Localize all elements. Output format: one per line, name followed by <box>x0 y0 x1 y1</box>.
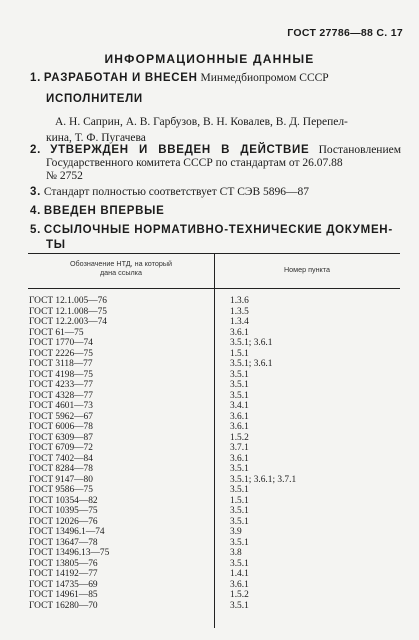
cell-document: ГОСТ 6006—78 <box>29 422 93 432</box>
cell-item-number: 3.6.1 <box>230 411 249 422</box>
cell-document: ГОСТ 4198—75 <box>29 369 93 380</box>
table-row <box>28 454 400 465</box>
cell-item-number: 3.5.1 <box>230 558 249 569</box>
cell-item-number: 1.3.4 <box>230 317 249 327</box>
cell-document: ГОСТ 6709—72 <box>29 443 93 453</box>
table-row <box>28 307 400 318</box>
item-2-line-2: Государственного комитета СССР по стандартам от 26.07.88 <box>46 157 343 169</box>
table-row <box>28 601 400 612</box>
executors-heading: ИСПОЛНИТЕЛИ <box>46 93 143 105</box>
cell-item-number: 1.3.5 <box>230 306 249 317</box>
cell-document: ГОСТ 5962—67 <box>29 411 93 422</box>
table-row <box>28 475 400 486</box>
cell-document: ГОСТ 3118—77 <box>29 359 93 369</box>
cell-document: ГОСТ 12026—76 <box>29 516 98 527</box>
item-5 <box>30 223 401 237</box>
table-row <box>28 412 400 423</box>
cell-document: ГОСТ 6309—87 <box>29 432 93 443</box>
item-5-text: ССЫЛОЧНЫЕ НОРМАТИВНО-ТЕХНИЧЕСКИЕ ДОКУМЕН- <box>43 224 393 236</box>
table-row <box>28 433 400 444</box>
table-row <box>28 359 400 370</box>
cell-item-number: 3.5.1 <box>230 537 249 548</box>
item-5-text-cont: ТЫ <box>46 239 66 251</box>
table-row <box>28 391 400 402</box>
cell-document: ГОСТ 12.1.008—75 <box>29 306 107 317</box>
cell-document: ГОСТ 14192—77 <box>29 569 98 579</box>
table-row <box>28 422 400 433</box>
section-title: ИНФОРМАЦИОННЫЕ ДАННЫЕ <box>104 52 315 66</box>
table-row <box>28 328 400 339</box>
item-4-text: ВВЕДЕН ВПЕРВЫЕ <box>43 205 165 217</box>
cell-item-number: 3.5.1 <box>230 516 249 527</box>
cell-item-number: 1.5.2 <box>230 432 249 443</box>
table-row <box>28 559 400 570</box>
cell-document: ГОСТ 4601—73 <box>29 401 93 411</box>
cell-document: ГОСТ 4233—77 <box>29 380 93 390</box>
cell-item-number: 3.5.1 <box>230 485 249 495</box>
item-4 <box>30 204 401 218</box>
cell-document: ГОСТ 12.2.003—74 <box>29 317 107 327</box>
cell-document: ГОСТ 13496.13—75 <box>29 548 110 558</box>
table-row <box>28 538 400 549</box>
reference-table <box>28 253 400 628</box>
cell-item-number: 3.5.1 <box>230 369 249 380</box>
cell-item-number: 3.6.1 <box>230 422 249 432</box>
cell-item-number: 1.5.1 <box>230 495 249 506</box>
table-row <box>28 370 400 381</box>
cell-document: ГОСТ 10395—75 <box>29 506 98 516</box>
item-1-lead: РАЗРАБОТАН И ВНЕСЕН <box>43 72 198 84</box>
cell-item-number: 3.5.1 <box>230 380 249 390</box>
cell-document: ГОСТ 1770—74 <box>29 338 93 348</box>
cell-document: ГОСТ 13496.1—74 <box>29 527 105 537</box>
cell-item-number: 3.6.1 <box>230 327 249 338</box>
table-row <box>28 296 400 307</box>
cell-document: ГОСТ 13805—76 <box>29 558 98 569</box>
column-header-item-number: Номер пункта <box>283 265 330 274</box>
cell-document: ГОСТ 61—75 <box>29 327 84 338</box>
table-row <box>28 349 400 360</box>
item-1-number: 1. <box>30 72 41 84</box>
table-row <box>28 496 400 507</box>
cell-document: ГОСТ 9586—75 <box>29 485 93 495</box>
item-1 <box>30 71 401 85</box>
item-2-rest: Постановлением <box>309 144 401 156</box>
item-4-number: 4. <box>30 205 41 217</box>
cell-item-number: 3.6.1 <box>230 453 249 464</box>
cell-item-number: 3.4.1 <box>230 401 249 411</box>
cell-item-number: 3.5.1; 3.6.1 <box>230 338 273 348</box>
table-row <box>28 506 400 517</box>
cell-document: ГОСТ 7402—84 <box>29 453 93 464</box>
item-3-text: Стандарт полностью соответствует СТ СЭВ 5896—87 <box>43 186 310 198</box>
cell-document: ГОСТ 12.1.005—76 <box>29 296 107 306</box>
cell-item-number: 3.6.1 <box>230 579 249 590</box>
table-row <box>28 380 400 391</box>
cell-document: ГОСТ 8284—78 <box>29 464 93 474</box>
item-2-number: 2. <box>30 144 41 156</box>
cell-document: ГОСТ 2226—75 <box>29 348 93 359</box>
cell-document: ГОСТ 10354—82 <box>29 495 98 506</box>
cell-item-number: 3.9 <box>230 527 242 537</box>
item-1-rest: Минмедбиопромом СССР <box>197 72 329 84</box>
cell-item-number: 3.5.1 <box>230 464 249 474</box>
item-2-line-1 <box>30 143 401 157</box>
cell-item-number: 1.5.2 <box>230 590 249 600</box>
cell-document: ГОСТ 4328—77 <box>29 390 93 401</box>
column-header-document <box>28 259 214 277</box>
authors-line-2: кина, Т. Ф. Пугачева <box>46 132 146 144</box>
cell-document: ГОСТ 14961—85 <box>29 590 98 600</box>
table-row <box>28 485 400 496</box>
cell-item-number: 1.4.1 <box>230 569 249 579</box>
cell-item-number: 1.3.6 <box>230 296 249 306</box>
table-row <box>28 527 400 538</box>
cell-item-number: 3.7.1 <box>230 443 249 453</box>
item-3-number: 3. <box>30 186 41 198</box>
table-row <box>28 569 400 580</box>
cell-item-number: 3.5.1 <box>230 600 249 611</box>
cell-item-number: 3.5.1 <box>230 506 249 516</box>
cell-item-number: 3.8 <box>230 548 242 558</box>
table-row <box>28 580 400 591</box>
table-row <box>28 590 400 601</box>
cell-item-number: 3.5.1; 3.6.1 <box>230 359 273 369</box>
column-header-document-line-2: дана ссылка <box>99 268 142 277</box>
cell-document: ГОСТ 9147—80 <box>29 474 93 485</box>
cell-document: ГОСТ 13647—78 <box>29 537 98 548</box>
table-row <box>28 517 400 528</box>
table-row <box>28 443 400 454</box>
table-row <box>28 464 400 475</box>
item-3 <box>30 185 401 199</box>
item-2-lead: УТВЕРЖДЕН И ВВЕДЕН В ДЕЙСТВИЕ <box>50 144 310 156</box>
table-body <box>28 296 400 611</box>
item-5-number: 5. <box>30 224 41 236</box>
table-row <box>28 338 400 349</box>
cell-item-number: 1.5.1 <box>230 348 249 359</box>
table-row <box>28 548 400 559</box>
column-header-document-line-1: Обозначение НТД, на который <box>69 259 173 268</box>
page-header: ГОСТ 27786—88 С. 17 <box>287 27 403 39</box>
cell-document: ГОСТ 16280—70 <box>29 600 98 611</box>
cell-document: ГОСТ 14735—69 <box>29 579 98 590</box>
authors-line-1: А. Н. Саприн, А. В. Гарбузов, В. Н. Ковалев, В. Д. Перепел- <box>55 116 348 128</box>
table-row <box>28 317 400 328</box>
cell-item-number: 3.5.1 <box>230 390 249 401</box>
table-row <box>28 401 400 412</box>
cell-item-number: 3.5.1; 3.6.1; 3.7.1 <box>230 474 297 485</box>
item-2-line-3: № 2752 <box>46 170 83 182</box>
